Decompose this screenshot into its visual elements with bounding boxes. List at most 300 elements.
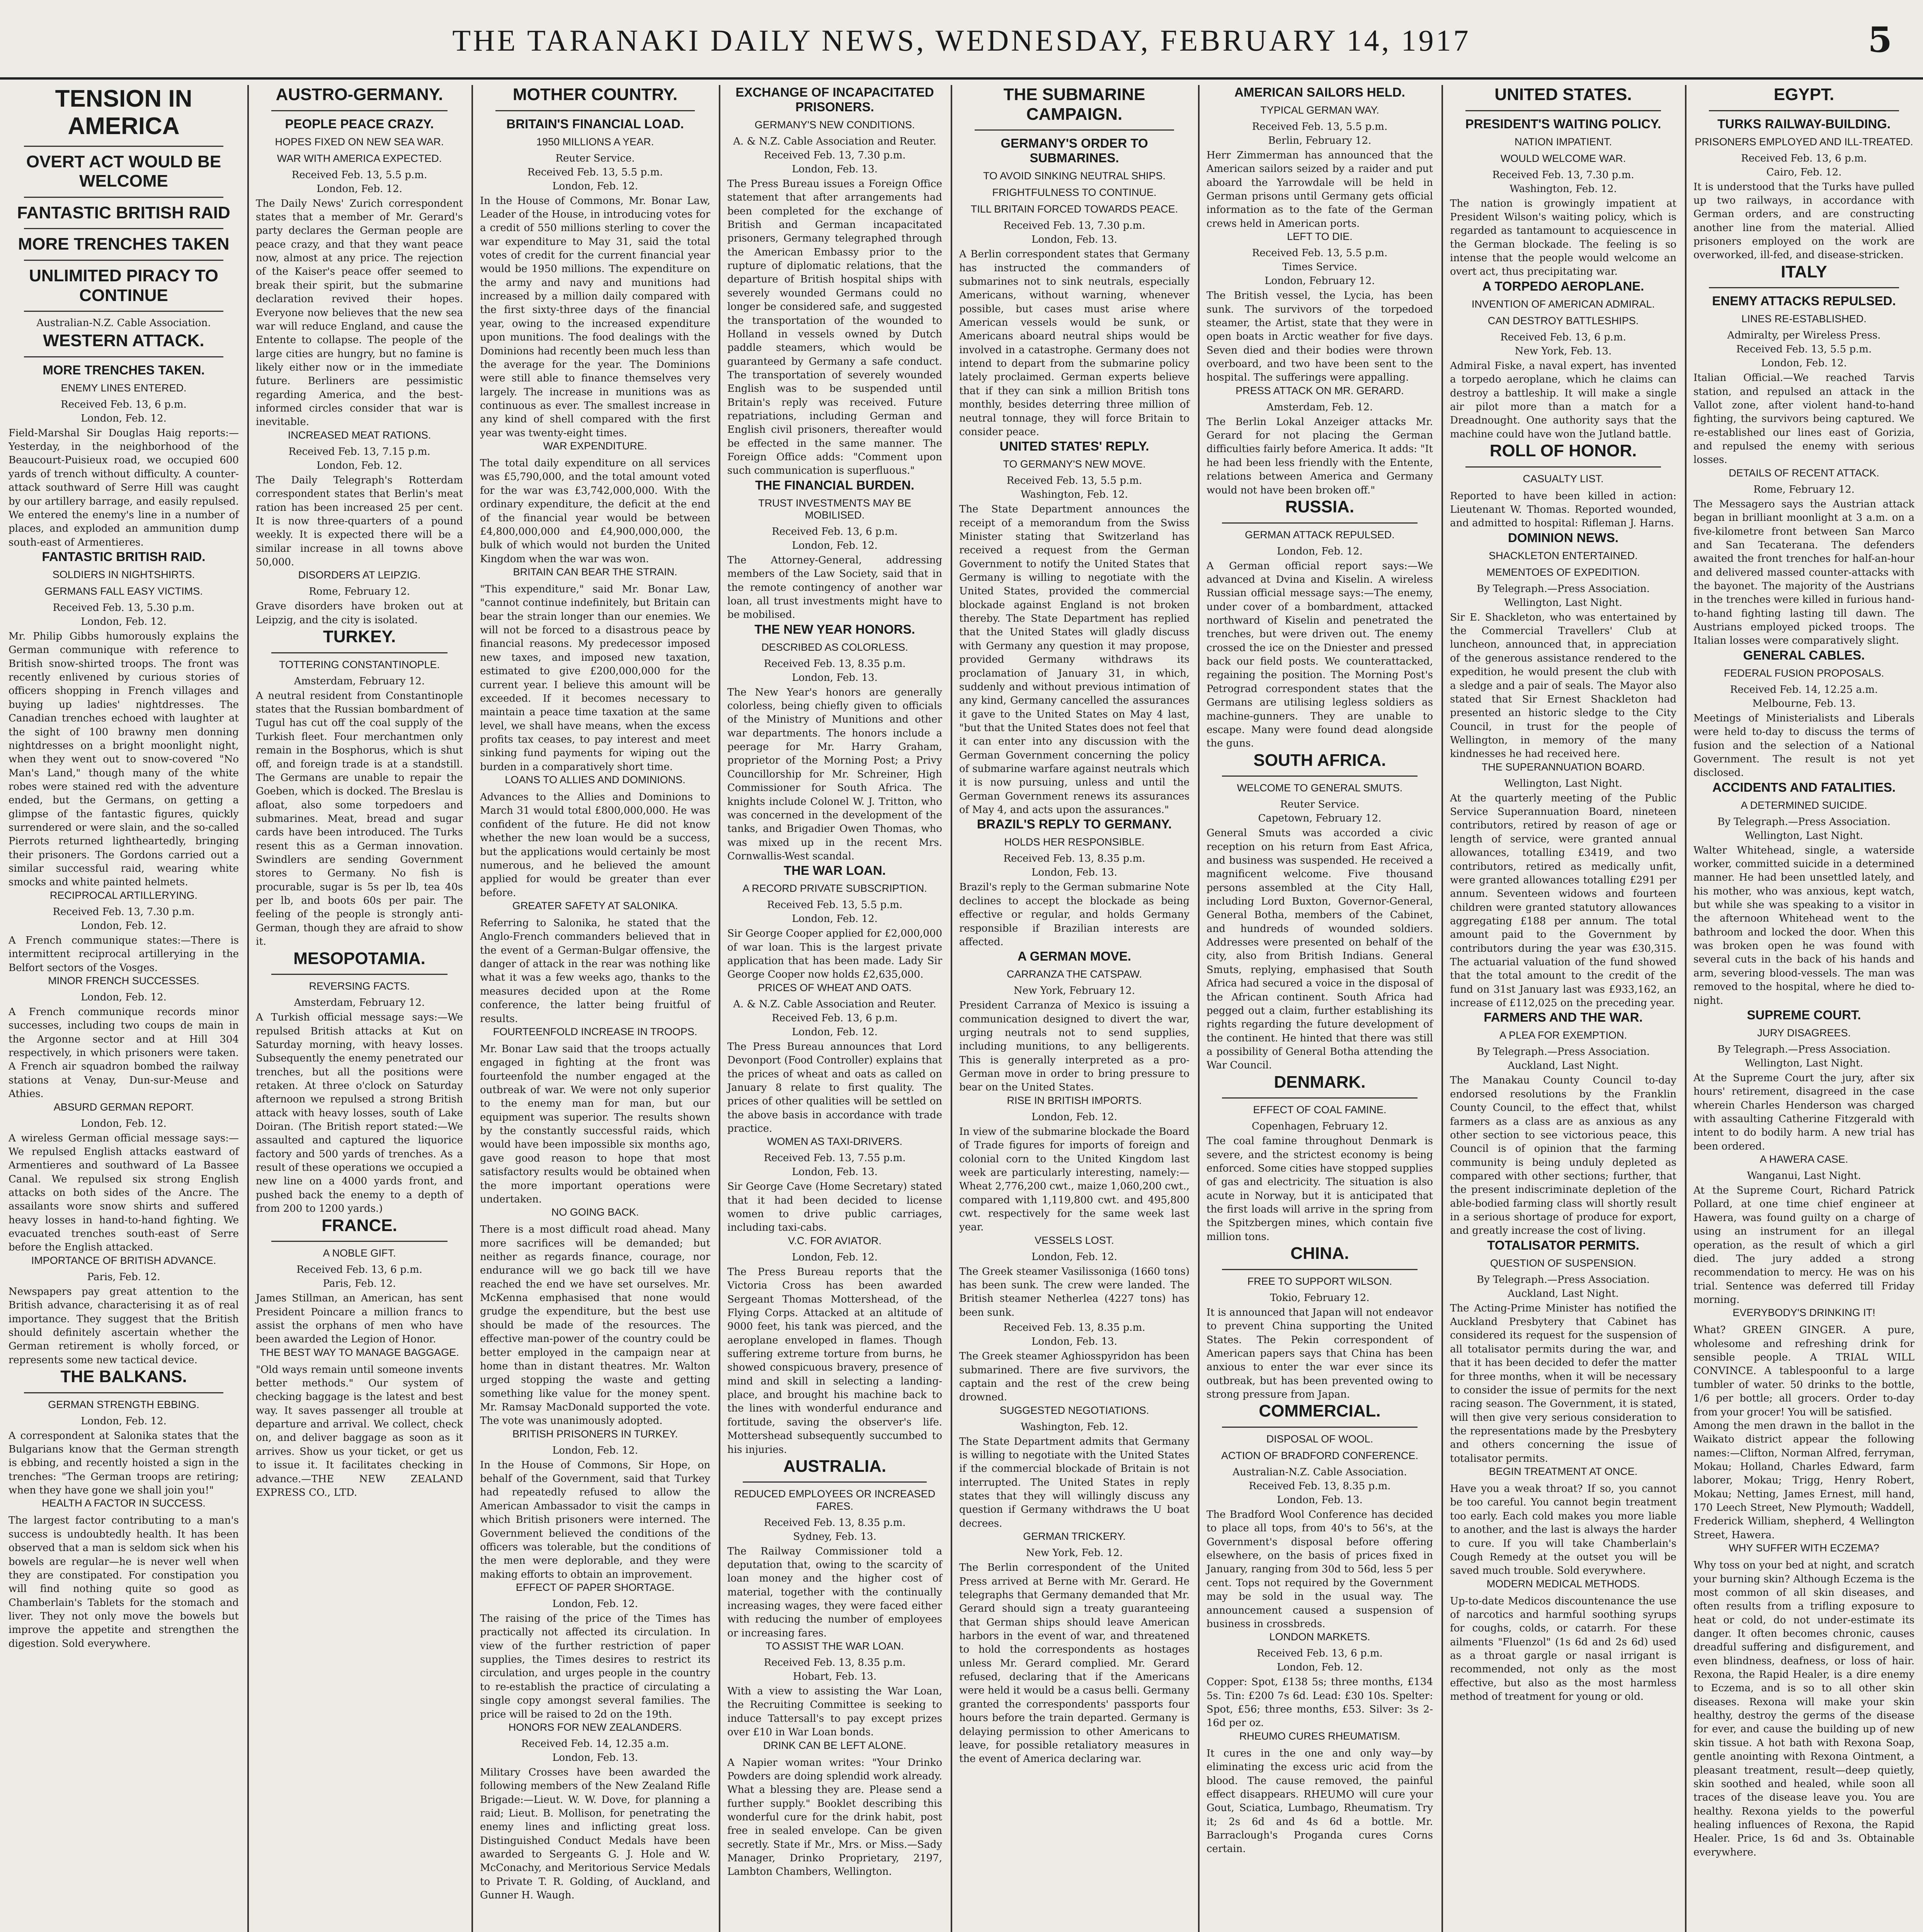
dateline: A. & N.Z. Cable Association and Reuter. [733,998,936,1010]
headline-rule [1709,110,1899,111]
article-text: The Daily Telegraph's Rotterdam correspondent states that Berlin's meat ration has been increased 25 per cent. It is now three-quarters of a pound weekly. It is expected there will be a similar increase in all towns above 50,000. [256,474,463,568]
dateline: Reuter Service. [1280,799,1360,811]
dateline: Received Feb. 13, 6 p.m. [61,398,187,410]
dateline: London, Feb. 12. [1761,357,1847,369]
article-text: The Berlin Lokal Anzeiger attacks Mr. Gerard for not placing the German difficulties fairly before America. It adds: "It he had been less friendly with the Entente, relations between America and Germany would not have been broken off." [1207,416,1433,496]
dateline: Wellington, Last Night. [1504,597,1622,609]
article-text: The nation is growingly impatient at President Wilson's waiting policy, which is regarded as tantamount to acquiescence in the German blockade. The feeling is so intense that the people would welcome an overt act, thus precipitating war. [1450,197,1676,278]
column-rule [1198,85,1200,1932]
dateline: Melbourne, Feb. 13. [1752,697,1856,709]
article-text: The Greek steamer Vasilissoniga (1660 tons) has been sunk. The crew were landed. The British steamer Netherlea (4227 tons) has been sunk. [959,1265,1190,1318]
headline: PRICES OF WHEAT AND OATS. [758,981,912,993]
dateline: By Telegraph.—Press Association. [1477,1046,1650,1058]
dateline: Tokio, February 12. [1270,1292,1370,1304]
headline: FANTASTIC BRITISH RAID [17,203,230,222]
headline: RHEUMO CURES RHEUMATISM. [1239,1730,1401,1742]
headline-rule [24,311,223,312]
headline: CAN DESTROY BATTLESHIPS. [1487,315,1639,327]
headline: TYPICAL GERMAN WAY. [1260,104,1379,116]
article-text: What? GREEN GINGER. A pure, wholesome and refreshing drink for sensible people. A TRIAL WILL CONVINCE. A tablespoonful to a large tumbler of water. 50 drinks to the bottle, 1/6 per bottle; all grocers. Order to-day from your grocer! You will be satisfied. [1693,1324,1914,1418]
headline: WHY SUFFER WITH ECZEMA? [1729,1542,1879,1554]
article-text: Copper: Spot, £138 5s; three months, £134 5s. Tin: £200 7s 6d. Lead: £30 10s. Spelter: Spot, £56; three months, £53. Silver: 3s 2-16d per oz. [1207,1676,1433,1729]
dateline: London, Feb. 13. [1031,234,1117,246]
headline: REVERSING FACTS. [309,980,410,992]
dateline: London, Feb. 12. [1031,1251,1117,1263]
dateline: New York, Feb. 13. [1515,345,1612,357]
headline: ACCIDENTS AND FATALITIES. [1712,780,1896,794]
article-text: Advances to the Allies and Dominions to March 31 would total £800,000,000. He was confident of the future. He did not know whether the new loan would be a success, but the applications would certainly be most numerous, and he believed the amount applied for would be greater than ever before. [480,791,710,899]
headline: GERMANY'S ORDER TO SUBMARINES. [1001,136,1148,165]
dateline: Received Feb. 14, 12.35 a.m. [521,1738,669,1750]
dateline: Rome, February 12. [1753,483,1855,495]
headline: CARRANZA THE CATSPAW. [1006,968,1142,980]
article-text: The Press Bureau reports that the Victoria Cross has been awarded Sergeant Thomas Mottershead, of the Flying Corps. Attacked at an altitude of 9000 feet, his tank was pierced, and the aeroplane enveloped in flames. Though suffering extreme torture from burns, he showed conspicuous bravery, presence of mind and skill in selecting a landing-place, and brought his machine back to the lines with wonderful endurance and fortitude, saving the observer's life. Mottershead subsequently succumbed to his injuries. [727,1266,942,1456]
headline: CASUALTY LIST. [1523,473,1604,485]
dateline: London, Feb. 13. [1277,1494,1363,1506]
dateline: Received Feb. 13, 7.30 p.m. [1492,169,1634,181]
headline: BEGIN TREATMENT AT ONCE. [1489,1466,1638,1478]
headline: UNLIMITED PIRACY TO CONTINUE [29,266,218,305]
headline-rule [271,652,448,653]
article-text: Walter Whitehead, single, a waterside worker, committed suicide in a determined manner. He had been unsettled lately, and his mother, who was anxious, kept watch, but while she was speaking to a visitor in the afternoon Whitehead went to the bathroom and locked the door. When this was broken open he was found with several cuts in the back of his hands and arm, severing blood-vessels. The man was removed to the hospital, where he died to-night. [1693,844,1914,1007]
article-text: The Acting-Prime Minister has notified the Auckland Presbytery that Cabinet has considered its request for the suspension of all totalisator permits during the war, and that it has been decided to defer the matter for three months, when it will be necessary to consider the issue of permits for the next racing season. The Government, it is stated, will then give very serious consideration to the representations made by the Presbytery and others concerning the issue of totalisator permits. [1450,1302,1676,1464]
article-text: "Old ways remain until someone invents better methods." Our system of checking baggage is the latest and best way. It saves passenger all trouble at departure and arrival. We collect, check on, and deliver baggage as soon as it arrives. Show us your ticket, or get us to issue it. It facilitates checking in advance.—THE NEW ZEALAND EXPRESS CO., LTD. [256,1364,463,1498]
dateline: Received Feb. 13, 5.5 p.m. [1252,121,1388,133]
article-text: It is announced that Japan will not endeavor to prevent China supporting the United States. The Pekin correspondent of American papers says that China has been anxious to enter the war ever since its outbreak, but has been prevented owing to strong pressure from Japan. [1207,1306,1433,1400]
headline: THE BEST WAY TO MANAGE BAGGAGE. [260,1346,459,1358]
headline: SOLDIERS IN NIGHTSHIRTS. [52,568,195,580]
headline: BRITISH PRISONERS IN TURKEY. [512,1428,678,1440]
dateline: London, Feb. 13. [1031,867,1117,879]
article-text: The State Department announces the receipt of a memorandum from the Swiss Minister stating that Switzerland has received a request from the German Government to notify the United States that Germany is willing to negotiate with the United States, provided the commercial blockade against England is not broken thereby. The State Department has replied that the United States will gladly discuss with Germany any question it may propose, provided Germany withdraws its proclamation of January 31, in which, suddenly and without previous intimation of any kind, Germany cancelled the assurances it gave to the United States on May 4 last, "but that the United States does not feel that it can enter into any discussion with the German Government concerning the policy of submarine warfare against neutrals which it is now pursuing, unless and until the German Government renews its assurances of May 4, and acts upon the assurances." [959,503,1190,816]
headline: INCREASED MEAT RATIONS. [288,429,431,441]
headline: HONORS FOR NEW ZEALANDERS. [508,1721,682,1733]
dateline: London, Feb. 12. [552,1598,638,1610]
article-text: A neutral resident from Constantinople states that the Russian bombardment of Tugul has cut off the coal supply of the Turkish fleet. Four merchantmen only remain in the Bosphorus, which is shut off, and foreign trade is at a standstill. The Germans are unable to repair the Goeben, which is docked. The Breslau is afloat, also some torpedoers and submarines. Meat, bread and sugar cards have been introduced. The Turks resent this as a German innovation. Swindlers are sending Government stores to Germany. No fish is procurable, sugar is 5s per lb, tea 40s per lb, and boots 60s per pair. The feeling of the people is strongly anti-German, though they are afraid to show it. [256,690,463,948]
article-text: Newspapers pay great attention to the British advance, characterising it as of real importance. They suggest that the British should definitely ascertain whether the German retirement is wholly forced, or represents some new tactical device. [9,1286,239,1366]
headline: A GERMAN MOVE. [1018,949,1131,964]
headline-rule [24,1392,223,1393]
headline: JURY DISAGREES. [1757,1027,1851,1039]
headline: A HAWERA CASE. [1760,1153,1848,1165]
headline: GERMANY'S NEW CONDITIONS. [754,119,915,131]
article-text: In the House of Commons, Mr. Bonar Law, Leader of the House, in introducing votes for a credit of 550 millions sterling to cover the war expenditure to May 31, said the total votes of credit for the current financial year would be 1950 millions. The expenditure on the army and navy and munitions had increased by a million daily compared with the first sixty-three days of the financial year, owing to the increased expenditure upon munitions. The food dealings with the Dominions had recently been much less than the average for the year. The Dominions were still able to finance themselves very largely. The increase in munitions was as continuous as ever. The smallest increase in any kind of shell compared with the first year was twenty-eight times. [480,195,710,439]
headline: LOANS TO ALLIES AND DOMINIONS. [505,774,686,786]
dateline: By Telegraph.—Press Association. [1717,816,1891,828]
dateline: London, Feb. 12. [81,992,167,1003]
article-text: Grave disorders have broken out at Leipzig, and the city is isolated. [256,600,463,626]
dateline: Received Feb. 13, 6 p.m. [772,526,898,537]
headline: WAR WITH AMERICA EXPECTED. [277,152,442,164]
column-rule [247,85,249,1932]
article-text: The Manakau County Council to-day endorsed resolutions by the Franklin County Council, to the effect that, whilst farmers as a class are as anxious as any other section to see victorious peace, this Council is of opinion that the farming community is being unduly depleted as compared with other sections; further, that the present indiscriminate depletion of the able-bodied farming class will shortly result in a serious shortage of produce for export, and greatly increase the cost of living. [1450,1075,1676,1237]
dateline: Received Feb. 14, 12.25 a.m. [1730,684,1878,696]
headline: EFFECT OF PAPER SHORTAGE. [516,1581,675,1593]
headline: THE SUPERANNUATION BOARD. [1481,761,1645,773]
article-text: A German official report says:—We advanced at Dvina and Kiselin. A wireless Russian official message says:—The enemy, under cover of a bombardment, attacked northward of Kiselin and penetrated the trenches, but were driven out. The enemy crossed the ice on the Dniester and pressed back our field posts. We counterattacked, regaining the position. The Morning Post's Petrograd correspondent states that the Germans are utilising legless soldiers as machine-gunners. They are unable to escape. Many were found dead alongside the guns. [1207,560,1433,750]
headline-rule [495,110,695,111]
headline-rule [24,197,223,198]
headline: MESOPOTAMIA. [293,949,425,968]
dateline: Washington, Feb. 12. [1021,489,1128,501]
headline: CHINA. [1290,1244,1349,1263]
headline: SOUTH AFRICA. [1253,750,1386,770]
dateline: Australian-N.Z. Cable Association. [36,317,211,329]
headline: GERMAN STRENGTH EBBING. [48,1398,199,1410]
headline: AMERICAN SAILORS HELD. [1234,85,1405,99]
dateline: London, Feb. 12. [81,1415,167,1427]
dateline: Received Feb. 13, 5.30 p.m. [53,602,195,614]
article-text: Sir George Cave (Home Secretary) stated that it had been decided to license women to drive public carriages, including taxi-cabs. [727,1181,942,1234]
headline: THE BALKANS. [60,1367,187,1386]
dateline: Hobart, Feb. 13. [793,1671,877,1683]
dateline: Received Feb. 13, 5.5 p.m. [291,169,427,181]
article-text: At the quarterly meeting of the Public Service Superannuation Board, nineteen contributors, retired by reason of age or length of service, were granted annual allowances, totalling £3419, and two contributors, retired as medically unfit, were granted allowances totalling £291 per annum. Seventeen widows and fourteen children were granted statutory allowances aggregating £188 per annum. The total amount paid to the Government by contributors during the year was £30,315. The actuarial valuation of the fund showed that the total amount to the credit of the fund on 31st January last was £933,162, an increase of £112,025 on the preceding year. [1450,792,1676,1009]
headline: MORE TRENCHES TAKEN. [43,362,205,377]
headline: EXCHANGE OF INCAPACITATED PRISONERS. [735,85,934,114]
dateline: London, Feb. 12. [792,913,878,925]
headline: SUPREME COURT. [1747,1007,1861,1022]
headline: TURKEY. [323,627,396,646]
headline: MODERN MEDICAL METHODS. [1486,1578,1640,1590]
dateline: Received Feb. 13, 6 p.m. [1500,331,1626,343]
headline: LINES RE-ESTABLISHED. [1741,313,1867,325]
headline: IMPORTANCE OF BRITISH ADVANCE. [31,1254,216,1266]
dateline: Auckland, Last Night. [1508,1060,1619,1072]
headline: RUSSIA. [1285,497,1355,516]
headline: HOPES FIXED ON NEW SEA WAR. [275,136,444,148]
headline: ITALY [1781,262,1827,281]
headline: TENSION IN AMERICA [55,85,192,140]
dateline: London, Feb. 12. [1277,1662,1363,1673]
column-rule [719,85,720,1932]
article-text: "This expenditure," said Mr. Bonar Law, "cannot continue indefinitely, but Britain can bear the strain longer than our enemies. We will not be forced to a disastrous peace by financial reasons. My predecessor imposed new taxes, and imposed new taxation, estimated to give £200,000,000 for the current year. I believe this amount will be exceeded. If it becomes necessary to maintain a peace time taxation at the same level, we shall have means, when the excess profits tax ceases, to pay interest and meet sinking fund payments for wiping out the burden in a comparatively short time. [480,583,710,773]
headline-rule [975,129,1174,131]
headline: ROLL OF HONOR. [1489,441,1637,460]
headline: COMMERCIAL. [1259,1401,1381,1421]
column-3 [471,85,719,1932]
dateline: London, Feb. 12. [81,412,167,424]
headline: FRANCE. [322,1216,397,1235]
headline: ENEMY ATTACKS REPULSED. [1712,294,1896,308]
headline: MOTHER COUNTRY. [512,85,678,104]
article-text: Admiral Fiske, a naval expert, has invented a torpedo aeroplane, which he claims can destroy a battleship. It will make a single air pilot more than a match for a Dreadnought. One authority says that the machine could have won the Jutland battle. [1450,360,1676,440]
article-text: The Daily News' Zurich correspondent states that a member of Mr. Gerard's party declares the German people are peace crazy, and that they want peace now, almost at any price. The rejection of the Kaiser's peace offer seemed to break their spirit, but the submarine declaration revived their hopes. Everyone now believes that the new sea war will reduce England, and cause the Entente to collapse. The people of the large cities are hungry, but no famine is likely either now or in the immediate future. Berliners are pessimistic regarding America, and the best-informed circles consider that war is inevitable. [256,197,463,428]
dateline: Sydney, Feb. 13. [793,1531,876,1543]
headline: TURKS RAILWAY-BUILDING. [1717,116,1891,131]
headline: A TORPEDO AEROPLANE. [1482,279,1644,293]
page-number: 5 [1868,19,1892,60]
article-text: Sir George Cooper applied for £2,000,000 of war loan. This is the largest private application that has been made. Lady Sir George Cooper now holds £2,635,000. [727,928,942,981]
dateline: Paris, Feb. 12. [323,1278,396,1290]
dateline: By Telegraph.—Press Association. [1717,1043,1891,1055]
headline: V.C. FOR AVIATOR. [788,1235,882,1247]
masthead-title: THE TARANAKI DAILY NEWS, WEDNESDAY, FEBRUARY 14, 1917 [452,24,1471,57]
dateline: A. & N.Z. Cable Association and Reuter. [733,135,936,147]
headline: BRAZIL'S REPLY TO GERMANY. [977,817,1172,832]
headline: WESTERN ATTACK. [43,331,204,350]
dateline: Received Feb. 13, 5.5 p.m. [1006,475,1142,487]
column-4 [719,85,951,1932]
headline-rule [271,974,448,975]
headline-rule [1222,522,1418,524]
article-text: With a view to assisting the War Loan, the Recruiting Committee is seeking to induce Tattersall's to pay except prizes over £10 in War Loan bonds. [727,1685,942,1738]
headline: LEFT TO DIE. [1287,231,1353,243]
article-text: Reported to have been killed in action: Lieutenant W. Thomas. Reported wounded, and admitted to hospital: Rifleman J. Harns. [1450,490,1676,529]
headline: MINOR FRENCH SUCCESSES. [48,975,199,986]
article-text: The total daily expenditure on all services was £5,790,000, and the total amount voted for the war was £3,742,000,000. With the ordinary expenditure, the deficit at the end of the financial year would be between £4,800,000,000 and £4,900,000,000, the bulk of which would not burden the United Kingdom when the war was won. [480,457,710,565]
dateline: London, Feb. 13. [792,672,878,684]
article-text: Brazil's reply to the German submarine Note declines to accept the blockade as being effective or regular, and holds Germany responsible if Brazilian interests are affected. [959,881,1190,948]
dateline: Rome, February 12. [309,586,410,598]
article-text: The Greek steamer Aghiosspyridon has been submarined. There are five survivors, the captain and the rest of the crew being drowned. [959,1350,1190,1403]
dateline: London, Feb. 13. [792,163,878,175]
dateline: Received Feb. 13, 6 p.m. [1741,152,1867,164]
article-text: The Press Bureau issues a Foreign Office statement that after arrangements had been completed for the exchange of British and German incapacitated prisoners, Germany telegraphed through the American Embassy prior to the rupture of diplomatic relations, that the departure of British hospital ships with severely wounded Germans could no longer be considered safe, and suggested the transportation of the wounded to Holland in vessels owned by Dutch paddle steamers, which would be guaranteed by Germany a safe conduct. The transportation of severely wounded English was to be suspended until Britain's reply was received. Future repatriations, including German and English civil prisoners, thereafter would be effected in the same manner. The Foreign Office adds: "Comment upon such communication is superfluous." [727,178,942,477]
headline-rule [24,228,223,229]
headline: OVERT ACT WOULD BE WELCOME [26,152,221,191]
dateline: Amsterdam, Feb. 12. [1266,401,1373,413]
headline: INVENTION OF AMERICAN ADMIRAL. [1471,298,1655,310]
dateline: New York, Feb. 12. [1026,1547,1123,1559]
headline: THE FINANCIAL BURDEN. [755,478,914,492]
dateline: Received Feb. 13, 7.30 p.m. [1003,220,1145,232]
dateline: London, Feb. 12. [81,920,167,932]
column-rule [1685,85,1686,1932]
headline: A PLEA FOR EXEMPTION. [1499,1029,1627,1041]
article-text: Field-Marshal Sir Douglas Haig reports:—Yesterday, in the neighborhood of the Beaucourt-Puisieux road, we occupied 600 yards of trench without difficulty. A counter-attack southward of Serre Hill was caught by our artillery barrage, and easily repulsed. We entered the enemy's line in a number of places, and exploded an ammunition dump south-east of Armentieres. [9,427,239,548]
dateline: Received Feb. 13, 5.5 p.m. [527,166,663,178]
headline: SHACKLETON ENTERTAINED. [1489,549,1638,561]
article-text: In view of the submarine blockade the Board of Trade figures for imports of foreign and colonial corn to the United Kingdom last week are particularly interesting, namely:—Wheat 2,776,200 cwt., maize 1,060,200 cwt., compared with 1,119,800 cwt. and 495,800 cwt. respectively for the same week last year. [959,1126,1190,1233]
headline-rule [271,110,448,111]
headline: WOMEN AS TAXI-DRIVERS. [767,1136,903,1148]
article-text: The Attorney-General, addressing members of the Law Society, said that in the remote contingency of another war loan, all trust investments might have to be mobilised. [727,554,942,621]
headline: THE NEW YEAR HONORS. [754,622,915,636]
dateline: Received Feb. 13, 7.30 p.m. [764,149,906,161]
article-text: There is a most difficult road ahead. Many more sacrifices will be demanded; but neither as regards finance, courage, nor endurance will we go back till we have reached the end we have set ourselves. Mr. McKenna emphasised that none would grudge the expenditure, but the best use should be made of the resources. The effective man-power of the country could be better employed in the campaign near at home than in distant theatres. Mr. Walton urged stopping the waste and getting something like value for the money spent. Mr. Ramsay MacDonald supported the vote. The vote was unanimously adopted. [480,1224,710,1427]
article-text: A correspondent at Salonika states that the Bulgarians know that the German strength is ebbing, and recently hoisted a sign in the trenches: "The German troops are retiring; when they have gone we shall join you!" [9,1430,239,1497]
headline: FANTASTIC BRITISH RAID. [42,549,206,564]
dateline: Received Feb. 13, 6 p.m. [1257,1648,1383,1660]
dateline: Received Feb. 13, 7.55 p.m. [764,1152,906,1164]
article-text: Sir E. Shackleton, who was entertained by the Commercial Travellers' Club at luncheon, announced that, in appreciation of the generous assistance rendered to the expedition, he would present the club with a sledge and a pair of seals. The Mayor also stated that Sir Ernest Shackleton had presented an historic sledge to the City Council, in trust for the people of Wellington, in memory of the many kindnesses he had received here. [1450,611,1676,760]
headline: GREATER SAFETY AT SALONIKA. [512,900,678,912]
article-text: It cures in the one and only way—by eliminating the excess uric acid from the blood. The cause removed, the painful effect disappears. RHEUMO will cure your Gout, Sciatica, Lumbago, Rheumatism. Try it; 2s 6d and 4s 6d a bottle. Mr. Barraclough's Proganda cures Corns certain. [1207,1747,1433,1855]
headline: A RECORD PRIVATE SUBSCRIPTION. [742,883,927,895]
headline: TO AVOID SINKING NEUTRAL SHIPS. [983,170,1166,182]
headline: QUESTION OF SUSPENSION. [1490,1257,1637,1269]
headline-rule [1465,466,1661,468]
headline: TRUST INVESTMENTS MAY BE MOBILISED. [758,497,912,521]
headline: TILL BRITAIN FORCED TOWARDS PEACE. [970,203,1178,215]
article-text: A Berlin correspondent states that Germany has instructed the commanders of submarines not to sink neutrals, especially Americans, without warning, whenever possible, but cases must arise where American vessels would be sunk, or Americans aboard neutral ships would be involved in a catastrophe. Germany does not intend to depart from the submarine policy lately proclaimed. German experts believe that if they can sink a million British tons monthly, besides deterring three million of neutral tonnage, they will force Britain to consider peace. [959,248,1190,438]
dateline: Received Feb. 13, 8.35 p.m. [1249,1480,1391,1492]
headline: MEMENTOES OF EXPEDITION. [1486,566,1640,578]
headline: UNITED STATES' REPLY. [999,439,1149,454]
headline: HEALTH A FACTOR IN SUCCESS. [42,1497,206,1509]
dateline: Received Feb. 13, 6 p.m. [296,1264,422,1276]
headline: PRESIDENT'S WAITING POLICY. [1465,116,1661,131]
headline: 1950 MILLIONS A YEAR. [536,136,654,148]
article-text: A Turkish official message says:—We repulsed British attacks at Kut on Saturday morning, with heavy losses. Subsequently the enemy penetrated our trenches, but all the positions were retaken. At three o'clock on Saturday afternoon we repulsed a strong British attack with heavy losses, south of Lake Doiran. (The British report stated:—We assaulted and captured the liquorice factory and 500 yards of trenches. As a result of these operations we occupied a new line on a 4000 yards front, and pushed back the enemy to a depth of from 200 to 1200 yards.) [256,1012,463,1215]
headline: BRITAIN CAN BEAR THE STRAIN. [513,566,677,578]
dateline: Received Feb. 13, 7.30 p.m. [53,906,195,918]
headline: FEDERAL FUSION PROPOSALS. [1724,667,1884,679]
dateline: By Telegraph.—Press Association. [1477,583,1650,595]
article-text: Up-to-date Medicos discountenance the use of narcotics and harmful soothing syrups for coughs, colds, or catarrh. For these ailments "Fluenzol" (1s 6d and 2s 6d) used as a throat gargle or nasal irrigant is recommended, not only as the most effective, but also as the most harmless method of treatment for young or old. [1450,1595,1676,1703]
article-text: The raising of the price of the Times has practically not affected its circulation. In view of the further restriction of paper supplies, the Times desires to restrict its circulation, and urges people in the country to re-establish the practice of circulating a single copy amongst several families. The price will be raised to 2d on the 19th. [480,1613,710,1720]
headline: FRIGHTFULNESS TO CONTINUE. [992,187,1157,199]
article-text: A Napier woman writes: "Your Drinko Powders are doing splendid work already. What a blessing they are. Please send a further supply." Booklet describing this wonderful cure for the drink habit, post free in sealed envelope. Can be given secretly. State if Mr., Mrs. or Miss.—Sady Manager, Drinko Proprietary, 2197, Lambton Chambers, Wellington. [727,1757,942,1878]
article-text: Have you a weak throat? If so, you cannot be too careful. You cannot begin treatment too early. Each cold makes you more liable to another, and the last is always the harder to cure. If you will take Chamberlain's Cough Remedy at the outset you will be saved much trouble. Sold everywhere. [1450,1483,1676,1577]
headline: EGYPT. [1773,85,1835,104]
article-text: At the Supreme Court, Richard Patrick Pollard, at one time chief engineer at Hawera, was found guilty on a charge of using an instrument for an illegal operation, as the result of which a girl died. The jury added a strong recommendation to mercy. He was on his trial. Sentence was deferred till Friday morning. [1693,1185,1914,1306]
dateline: Wellington, Last Night. [1504,777,1622,789]
article-text: The State Department admits that Germany is willing to negotiate with the United States if the commercial blockade of Britain is not interrupted. The United States in reply states that they will willingly discuss any question if Germany withdraws the U boat decrees. [959,1435,1190,1529]
column-rule [951,85,952,1932]
article-text: At the Supreme Court the jury, after six hours' retirement, disagreed in the case wherein Charles Henderson was charged with assaulting Catherine Fitzgerald with intent to do bodily harm. A new trial has been ordered. [1693,1072,1914,1152]
headline: EVERYBODY'S DRINKING IT! [1732,1307,1875,1319]
headline: NATION IMPATIENT. [1514,136,1612,148]
column-8 [1685,85,1923,1932]
headline: UNITED STATES. [1494,85,1632,104]
headline: TO ASSIST THE WAR LOAN. [766,1640,904,1652]
dateline: Reuter Service. [555,152,635,164]
masthead [0,0,1923,80]
headline-rule [24,356,223,357]
article-text: The British vessel, the Lycia, has been sunk. The survivors of the torpedoed steamer, the Artist, state that they were in open boats in Arctic weather for five days. Seven died and their bodies were thrown overboard, and two have been sent to the hospital. The sufferings were appalling. [1207,290,1433,384]
headline-rule [743,1481,927,1483]
headline-rule [24,146,223,147]
column-1 [0,85,247,1932]
headline: EFFECT OF COAL FAMINE. [1253,1104,1387,1116]
headline: RISE IN BRITISH IMPORTS. [1007,1094,1142,1106]
headline: A NOBLE GIFT. [323,1247,396,1259]
headline-rule [24,260,223,261]
dateline: London, February 12. [1264,275,1375,287]
headline: WAR EXPENDITURE. [543,440,647,452]
article-text: The Railway Commissioner told a deputation that, owing to the scarcity of loan money and the higher cost of material, together with the continually increasing wages, they were faced either with reducing the number of employees or increasing fares. [727,1545,942,1639]
article-text: The coal famine throughout Denmark is severe, and the strictest economy is being enforced. Some cities have stopped supplies of gas and electricity. The situation is also acute in Norway, but it is anticipated that the first loads will arrive in the spring from the Spitzbergen mines, which contain five million tons. [1207,1135,1433,1243]
headline-rule [1465,110,1661,111]
dateline: Washington, Feb. 12. [1509,183,1617,195]
headline: PRESS ATTACK ON MR. GERARD. [1235,384,1404,396]
column-7 [1441,85,1685,1932]
dateline: Received Feb. 13, 8.35 p.m. [764,1657,906,1669]
headline: ENEMY LINES ENTERED. [61,382,187,394]
column-rule [1441,85,1443,1932]
headline: VESSELS LOST. [1035,1234,1114,1246]
dateline: Washington, Feb. 12. [1021,1421,1128,1433]
headline: TOTTERING CONSTANTINOPLE. [279,658,440,670]
dateline: London, Feb. 12. [792,1251,878,1263]
headline-rule [1709,287,1899,288]
article-text: A wireless German official message says:—We repulsed English attacks eastward of Armentieres and southward of La Bassee Canal. We repulsed six strong English attacks on both sides of the Ancre. The assailants wore snow shirts and suffered heavy losses in hand-to-hand fighting. We evacuated trenches south-east of Serre before the English attacked. [9,1132,239,1253]
headline: GERMAN ATTACK REPULSED. [1245,529,1395,541]
headline: THE SUBMARINE CAMPAIGN. [1003,85,1145,124]
column-2 [247,85,471,1932]
dateline: Amsterdam, February 12. [294,675,425,687]
headline: AUSTRALIA. [783,1456,887,1476]
article-text: The Berlin correspondent of the United Press arrived at Berne with Mr. Gerard. He telegraphs that Germany demanded that Mr. Gerard should sign a treaty guaranteeing that German ships should leave American harbors in the event of war, and threatened to hold the correspondents as hostages unless Mr. Gerard complied. Mr. Gerard refused, declaring that if the Americans were held it would be a casus belli. Germany granted the correspondents' passports four hours before the train departed. Germany is delaying permission to other Americans to leave, for possible retaliatory measures in the event of America declaring war. [959,1562,1190,1765]
article-text: Meetings of Ministerialists and Liberals were held to-day to discuss the terms of fusion and the selection of a National Government. The result is not yet disclosed. [1693,712,1914,779]
headline: ACTION OF BRADFORD CONFERENCE. [1221,1450,1419,1461]
article-text: Referring to Salonika, he stated that the Anglo-French commanders believed that in the event of a German-Bulgar offensive, the danger of attack in the rear was nothing like what it was a few weeks ago, thanks to the measures decided upon at the Rome conference, the latter being fruitful of results. [480,917,710,1025]
headline-rule [1222,1097,1418,1099]
dateline: Received Feb. 13, 8.35 p.m. [764,658,906,670]
headline: NO GOING BACK. [551,1206,639,1218]
headline: DETAILS OF RECENT ATTACK. [1729,467,1879,479]
headline: PRISONERS EMPLOYED AND ILL-TREATED. [1695,136,1913,148]
article-text: Among the men drawn in the ballot in the Waikato district appear the following names:—Clifton, Norman Alfred, ferryman, Mokau; Holland, Charles Edward, farm laborer, Mokau; Trigg, Henry Robert, Mokau; Netting, James Ernest, mill hand, 170 Leech Street, New Plymouth; Waddell, Frederick William, shepherd, 4 Wellington Street, Hawera. [1693,1420,1914,1541]
dateline: Admiralty, per Wireless Press. [1727,330,1881,342]
column-6 [1198,85,1441,1932]
article-text: A French communique records minor successes, including two coups de main in the Argonne sector and at Hill 304 respectively, in which prisoners were taken. A French air squadron bombed the railway stations at Venay, Dun-sur-Meuse and Athies. [9,1006,239,1100]
headline: FOURTEENFOLD INCREASE IN TROOPS. [493,1026,698,1037]
dateline: London, Feb. 12. [1031,1111,1117,1123]
article-text: Mr. Philip Gibbs humorously explains the German communique with reference to British snow-shirted troops. The front was recently enlivened by curious stories of officers shopping in French villages and buying up ladies' nightdresses. The Canadian trenches echoed with laughter at the sight of 100 brawny men donning nightdresses on a bright moonlight night, when they went out to snow-covered "No Man's Land," though many of the white robes were stained red with the adventure ended, but the Germans, on getting a glimpse of the fantastic figures, quickly surrendered or were slain, and the so-called Pierrots returned lightheartedly, bringing their prisoners. The Gordons carried out a similar successful raid, wearing white smocks and white painted helmets. [9,631,239,888]
dateline: London, Feb. 12. [317,459,402,471]
headline-rule [1222,1269,1418,1270]
dateline: London, Feb. 12. [552,180,638,192]
headline: DENMARK. [1274,1072,1366,1092]
headline-rule [1222,1427,1418,1428]
headline: FREE TO SUPPORT WILSON. [1247,1275,1392,1287]
article-text: In the House of Commons, Sir Hope, on behalf of the Government, said that Turkey had repeatedly refused to allow the American Ambassador to visit the camps in which British prisoners were interned. The Government believed the conditions of the officers was tolerable, but the conditions of the men were deplorable, and they were making efforts to obtain an improvement. [480,1459,710,1580]
headline: DOMINION NEWS. [1508,530,1618,545]
headline: REDUCED EMPLOYEES OR INCREASED FARES. [734,1488,936,1512]
dateline: London, Feb. 13. [552,1752,638,1764]
article-text: The Bradford Wool Conference has decided to place all tops, from 40's to 56's, at the Government's disposal before offering elsewhere, on the basis of prices fixed in January, ranging from 30d to 56d, less 5 per cent. Tops not required by the Government may be sold in the usual way. The announcement caused a suspension of business in crossbreds. [1207,1509,1433,1630]
headline: FARMERS AND THE WAR. [1484,1010,1643,1025]
headline: DESCRIBED AS COLORLESS. [761,641,908,653]
dateline: Times Service. [1282,261,1358,273]
dateline: Copenhagen, February 12. [1252,1121,1388,1133]
column-rule [471,85,473,1932]
headline: ABSURD GERMAN REPORT. [53,1101,194,1113]
dateline: London, Feb. 12. [317,183,402,195]
article-text: A French communique states:—There is intermittent reciprocal artillerying in the Belfort sectors of the Vosges. [9,934,239,974]
dateline: London, Feb. 12. [792,539,878,551]
headline-rule [1222,776,1418,777]
dateline: Received Feb. 13, 7.15 p.m. [288,446,431,457]
dateline: Berlin, February 12. [1268,134,1372,146]
dateline: Received Feb. 13, 8.35 p.m. [1003,1322,1145,1334]
headline: MORE TRENCHES TAKEN [18,235,230,254]
headline: SUGGESTED NEGOTIATIONS. [999,1404,1149,1416]
dateline: London, Feb. 13. [1031,1336,1117,1348]
headline: GERMAN TRICKERY. [1023,1531,1126,1543]
headline: PEOPLE PEACE CRAZY. [285,116,434,131]
column-5 [951,85,1198,1932]
dateline: Auckland, Last Night. [1508,1287,1619,1299]
headline: GERMANS FALL EASY VICTIMS. [44,585,203,597]
dateline: Received Feb. 13, 5.5 p.m. [767,899,903,911]
headline: TO GERMANY'S NEW MOVE. [1003,458,1146,470]
headline: DISORDERS AT LEIPZIG. [298,569,421,581]
dateline: By Telegraph.—Press Association. [1477,1274,1650,1286]
article-text: James Stillman, an American, has sent President Poincare a million francs to assist the orphans of men who have been awarded the Legion of Honor. [256,1293,463,1345]
article-text: The Messagero says the Austrian attack began in brilliant moonlight at 3 a.m. on a five-kilometre front between San Marco and San Tecaterana. The defenders awaited the front trenches for half-an-hour and delivered massed counter-attacks with the bayonet. The majority of the Austrians in the trenches were killed in furious hand-to-hand fighting lasting till dawn. The Austrians employed picked troops. The Italian losses were comparatively slight. [1693,498,1914,647]
article-text: Italian Official.—We reached Tarvis station, and repulsed an attack in the Vallot zone, after violent hand-to-hand fighting, the survivors being captured. We re-established our lines east of Gorizia, and repulsed the enemy with serious losses. [1693,372,1914,466]
dateline: New York, February 12. [1014,985,1135,997]
headline: DISPOSAL OF WOOL. [1266,1433,1373,1445]
headline: A DETERMINED SUICIDE. [1741,799,1867,811]
dateline: Wellington, Last Night. [1745,1057,1863,1069]
article-text: President Carranza of Mexico is issuing a communication designed to divert the war, urging neutrals not to send supplies, including munitions, to any belligerents. This is generally interpreted as a pro-German move in order to bring pressure to bear on the United States. [959,1000,1190,1094]
article-text: Military Crosses have been awarded the following members of the New Zealand Rifle Brigade:—Lieut. W. W. Dove, for planning a raid; Lieut. B. Mollison, for penetrating the enemy lines and inflicting great loss. Distinguished Conduct Medals have been awarded to Sergeants G. J. Hole and W. McConachy, and Meritorious Service Medals to Private T. R. Golding, of Auckland, and Gunner H. Waugh. [480,1766,710,1901]
